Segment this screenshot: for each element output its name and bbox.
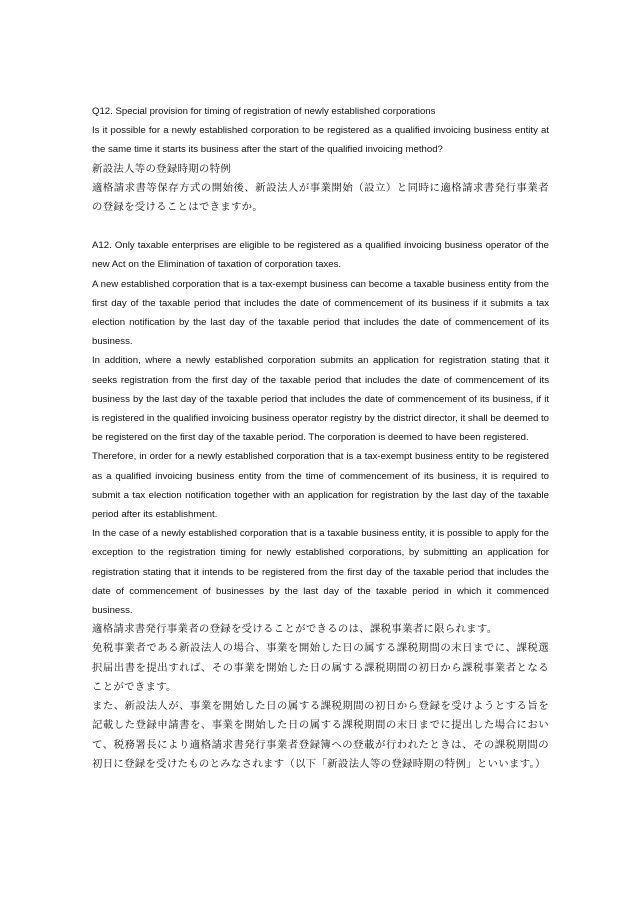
question-body-jp: 適格請求書等保存方式の開始後、新設法人が事業開始（設立）と同時に適格請求書発行事業者の登録を受けることはできますか。 — [92, 181, 549, 214]
question-body-en: Is it possible for a newly established corporation to be registered as a qualified invoicing business entity at the same time it starts its business after the start of the qualified invoicing method? — [92, 125, 549, 156]
answer-paragraph-en-4: Therefore, in order for a newly established corporation that is a tax-exempt business entity to be registered as a qualified invoicing business entity from the time of commencement of its business, it is required to submit a tax election notification together with an application for registration by the last day of the taxable period after its establishment. — [92, 451, 549, 521]
question-title-jp: 新設法人等の登録時期の特例 — [92, 162, 231, 175]
answer-paragraph-jp-3: また、新設法人が、事業を開始した日の属する課税期間の初日から登録を受けようとする旨を記載した登録申請書を、事業を開始した日の属する課税期間の末日までに提出した場合において、税務署長により適格請求書発行事業者登録簿への登載が行われたときは、その課税期間の初日に登録を受けたものとみなされます（以下「新設法人等の登録時期の特例」といいます。） — [92, 700, 549, 770]
document-page — [92, 102, 549, 774]
section-spacer — [92, 217, 549, 236]
answer-paragraph-en-2: A new established corporation that is a tax-exempt business can become a taxable business entity from the first day of the taxable period that includes the date of commencement of its business if it submits a tax election notification by the last day of the taxable period that includes the date of commencement of its business. — [92, 278, 549, 348]
answer-paragraph-jp-2: 免税事業者である新設法人の場合、事業を開始した日の属する課税期間の末日までに、課税選択届出書を提出すれば、その事業を開始した日の属する課税期間の初日から課税事業者となることができます。 — [92, 642, 549, 693]
answer-paragraph-en-3: In addition, where a newly established corporation submits an application for registration stating that it seeks registration from the first day of the taxable period that includes the date of commencement of its business by the last day of the taxable period that includes the date of commencement of its business, if it is registered in the qualified invoicing business operator registry by the district director, it shall be deemed to be registered on the first day of the taxable period. The corporation is deemed to have been registered. — [92, 355, 550, 444]
answer-paragraph-jp-1: 適格請求書発行事業者の登録を受けることができるのは、課税事業者に限られます。 — [92, 623, 498, 636]
question-title-en: Q12. Special provision for timing of registration of newly established corporations — [92, 106, 436, 117]
answer-paragraph-en-5: In the case of a newly established corporation that is a taxable business entity, it is possible to apply for the exception to the registration timing for newly established corporations, by submitting an application for registration stating that it intends to be registered from the first day of the taxable period that includes the date of commencement of businesses by the last day of the taxable period in which it commenced business. — [92, 528, 549, 617]
answer-paragraph-en-1: A12. Only taxable enterprises are eligible to be registered as a qualified invoicing business operator of the new Act on the Elimination of taxation of corporation taxes. — [92, 240, 549, 271]
